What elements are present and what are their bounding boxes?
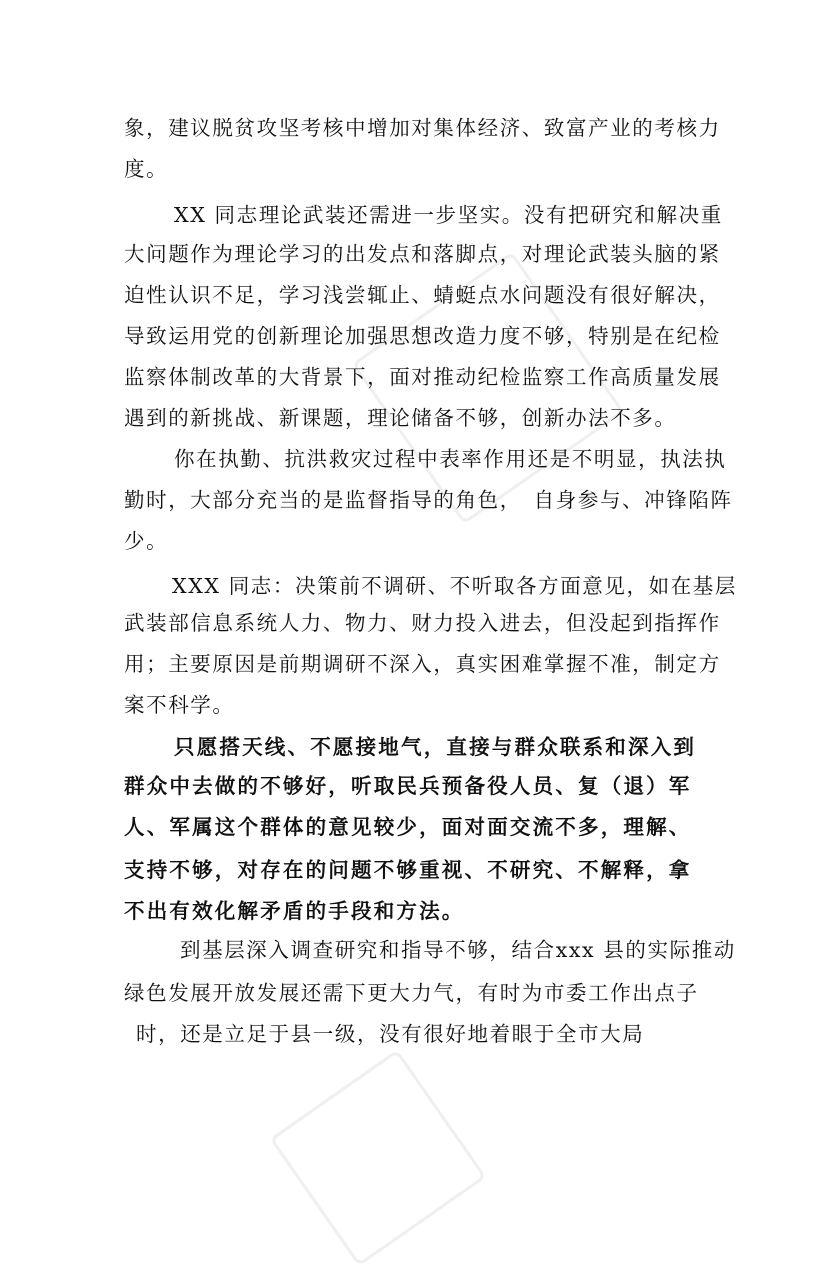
text-line: 到基层深入调查研究和指导不够，结合xxx 县的实际推动 bbox=[180, 938, 736, 962]
text-line: 导致运用党的创新理论加强思想改造力度不够，特别是在纪检 bbox=[124, 324, 721, 348]
text-line: 案不科学。 bbox=[124, 693, 235, 717]
watermark-stamp bbox=[269, 1049, 486, 1266]
text-line-bold: 支持不够，对存在的问题不够重视、不研究、不解释，拿 bbox=[124, 858, 692, 882]
text-line: 迫性认识不足，学习浅尝辄止、蜻蜓点水问题没有很好解决， bbox=[124, 283, 721, 307]
text-line-bold: 只愿搭天线、不愿接地气，直接与群众联系和深入到 bbox=[174, 735, 697, 759]
text-line: 用；主要原因是前期调研不深入，真实困难掌握不准，制定方 bbox=[124, 652, 721, 676]
text-line: 绿色发展开放发展还需下更大力气，有时为市委工作出点子 bbox=[124, 981, 699, 1005]
text-line: 象，建议脱贫攻坚考核中增加对集体经济、致富产业的考核力 bbox=[124, 116, 721, 140]
text-line: 你在执勤、抗洪救灾过程中表率作用还是不明显，执法执 bbox=[174, 447, 727, 471]
text-line: 监察体制改革的大背景下，面对推动纪检监察工作高质量发展 bbox=[124, 365, 721, 389]
text-line-bold: 不出有效化解矛盾的手段和方法。 bbox=[124, 899, 465, 923]
text-line: 勤时，大部分充当的是监督指导的角色， 自身参与、冲锋陷阵 bbox=[124, 488, 733, 512]
text-line: XXX 同志：决策前不调研、不听取各方面意见，如在基层 bbox=[172, 574, 737, 598]
text-line: XX 同志理论武装还需进一步坚实。没有把研究和解决重 bbox=[174, 203, 723, 227]
text-line: 度。 bbox=[124, 157, 169, 181]
text-line-bold: 人、军属这个群体的意见较少，面对面交流不多，理解、 bbox=[124, 815, 692, 839]
text-line: 武装部信息系统人力、物力、财力投入进去，但没起到指挥作 bbox=[124, 611, 721, 635]
text-line-bold: 群众中去做的不够好，听取民兵预备役人员、复（退）军 bbox=[124, 774, 692, 798]
text-line: 少。 bbox=[124, 529, 169, 553]
text-line: 遇到的新挑战、新课题，理论储备不够，创新办法不多。 bbox=[124, 406, 677, 430]
text-line: 大问题作为理论学习的出发点和落脚点，对理论武装头脑的紧 bbox=[124, 242, 721, 266]
text-line: 时，还是立足于县一级，没有很好地着眼于全市大局 bbox=[136, 1022, 645, 1046]
